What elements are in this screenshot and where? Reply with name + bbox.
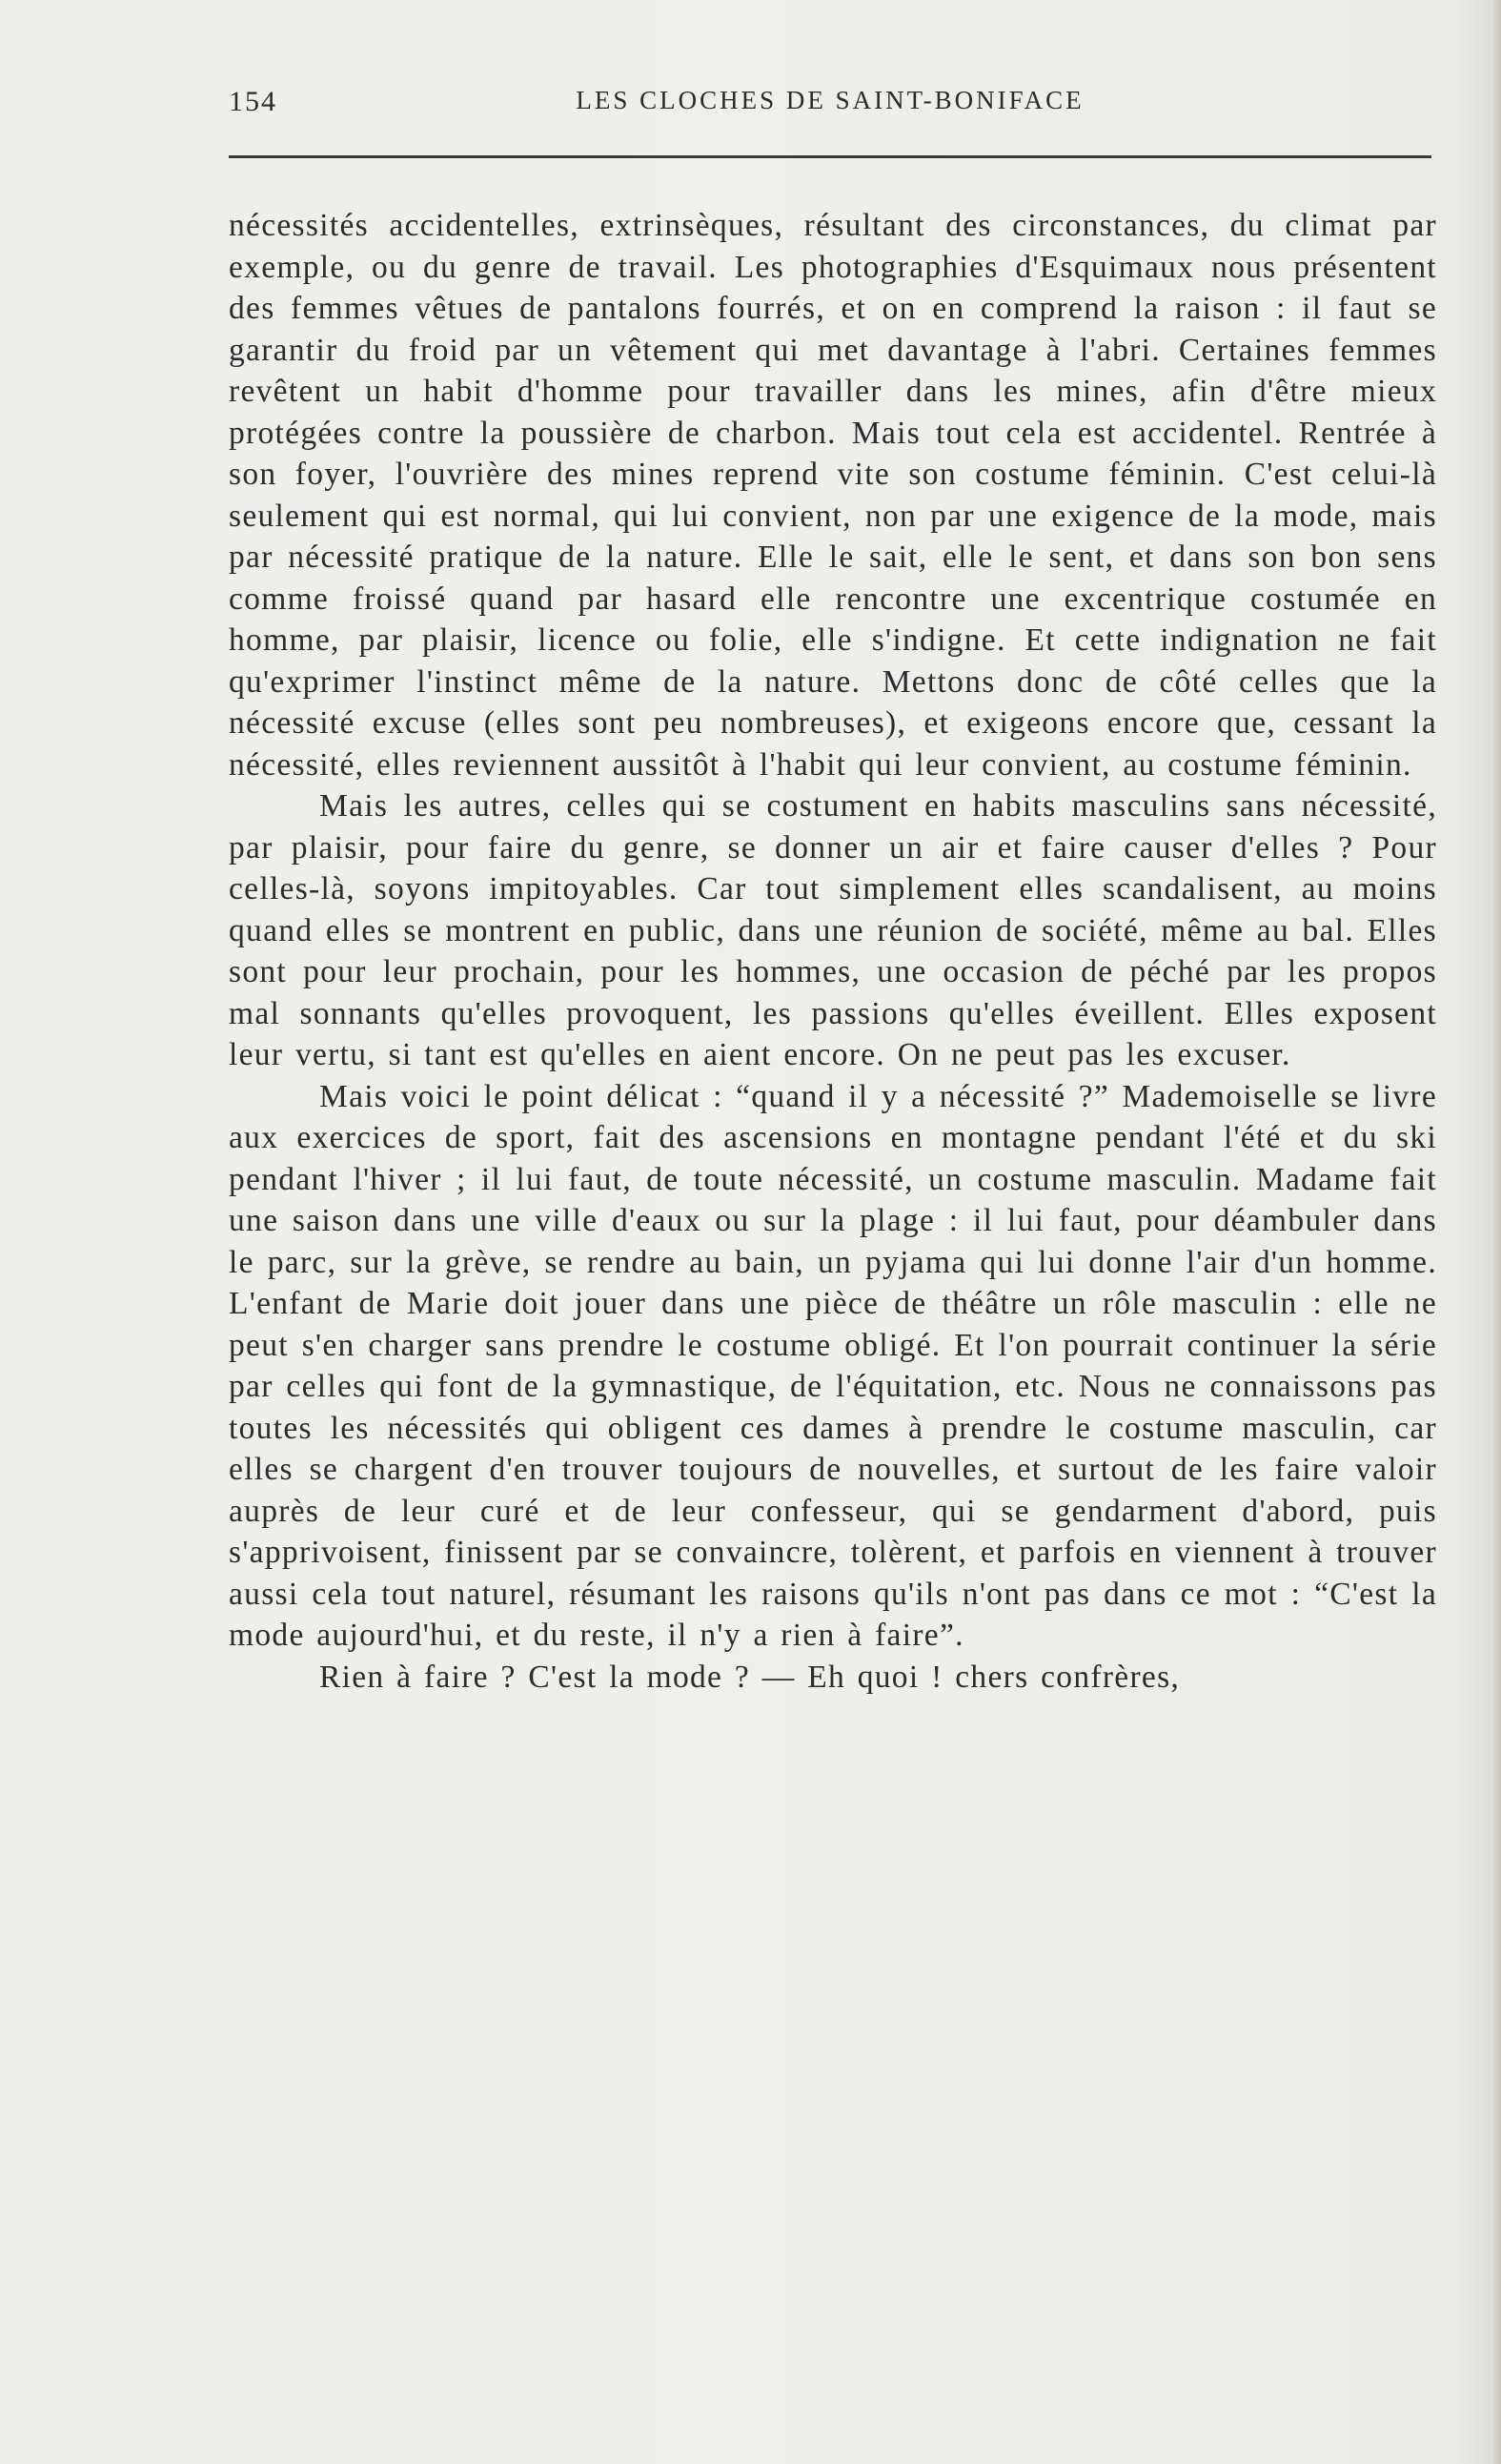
paragraph: Mais voici le point délicat : “quand il y a nécessité ?” Mademoiselle se livre aux exercices de sport, fait des ascensions en montagne pendant l'été et du ski pendant l'hiver ; il lui faut, de toute nécessité, un costume masculin. Madame fait une saison dans une ville d'eaux ou sur la plage : il lui faut, pour déambuler dans le parc, sur la grève, se rendre au bain, un pyjama qui lui donne l'air d'un homme. L'enfant de Marie doit jouer dans une pièce de théâtre un rôle masculin : elle ne peut s'en charger sans prendre le costume obligé. Et l'on pourrait continuer la série par celles qui font de la gymnastique, de l'équitation, etc. Nous ne connaissons pas toutes les nécessités qui obligent ces dames à prendre le costume masculin, car elles se chargent d'en trouver toujours de nouvelles, et surtout de les faire valoir auprès de leur curé et de leur confesseur, qui se gendarment d'abord, puis s'apprivoisent, finissent par se convaincre, tolèrent, et parfois en viennent à trouver aussi cela tout naturel, résumant les raisons qu'ils n'ont pas dans ce mot : “C'est la mode aujourd'hui, et du reste, il n'y a rien à faire”.: [229, 1078, 1437, 1653]
page-number: 154: [229, 86, 277, 117]
running-title: LES CLOCHES DE SAINT-BONIFACE: [576, 86, 1085, 114]
page-header: [229, 86, 1431, 124]
paragraph: nécessités accidentelles, extrinsèques, résultant des circonstances, du climat par exemple, ou du genre de travail. Les photographies d'Esquimaux nous présentent des femmes vêtues de pantalons fourrés, et on en comprend la raison : il faut se garantir du froid par un vêtement qui met davantage à l'abri. Certaines femmes revêtent un habit d'homme pour travailler dans les mines, afin d'être mieux protégées contre la poussière de charbon. Mais tout cela est accidentel. Rentrée à son foyer, l'ouvrière des mines reprend vite son costume féminin. C'est celui-là seulement qui est normal, qui lui convient, non par une exigence de la mode, mais par nécessité pratique de la nature. Elle le sait, elle le sent, et dans son bon sens comme froissé quand par hasard elle rencontre une excentrique costumée en homme, par plaisir, licence ou folie, elle s'indigne. Et cette indignation ne fait qu'exprimer l'instinct même de la nature. Mettons donc de côté celles que la nécessité excuse (elles sont peu nombreuses), et exigeons encore que, cessant la nécessité, elles reviennent aussitôt à l'habit qui leur convient, au costume féminin.: [229, 208, 1437, 783]
page-edge-shadow: [1493, 0, 1501, 2464]
body-text: [229, 205, 1437, 1698]
paragraph: Mais les autres, celles qui se costument en habits masculins sans nécessité, par plaisir, pour faire du genre, se donner un air et faire causer d'elles ? Pour celles-là, soyons impitoyables. Car tout simplement elles scandalisent, au moins quand elles se montrent en public, dans une réunion de société, même au bal. Elles sont pour leur prochain, pour les hommes, une occasion de péché par les propos mal sonnants qu'elles provoquent, les passions qu'elles éveillent. Elles exposent leur vertu, si tant est qu'elles en aient encore. On ne peut pas les excuser.: [229, 788, 1437, 1072]
paragraph: Rien à faire ? C'est la mode ? — Eh quoi ! chers confrères,: [319, 1659, 1181, 1695]
header-rule: [229, 155, 1431, 158]
